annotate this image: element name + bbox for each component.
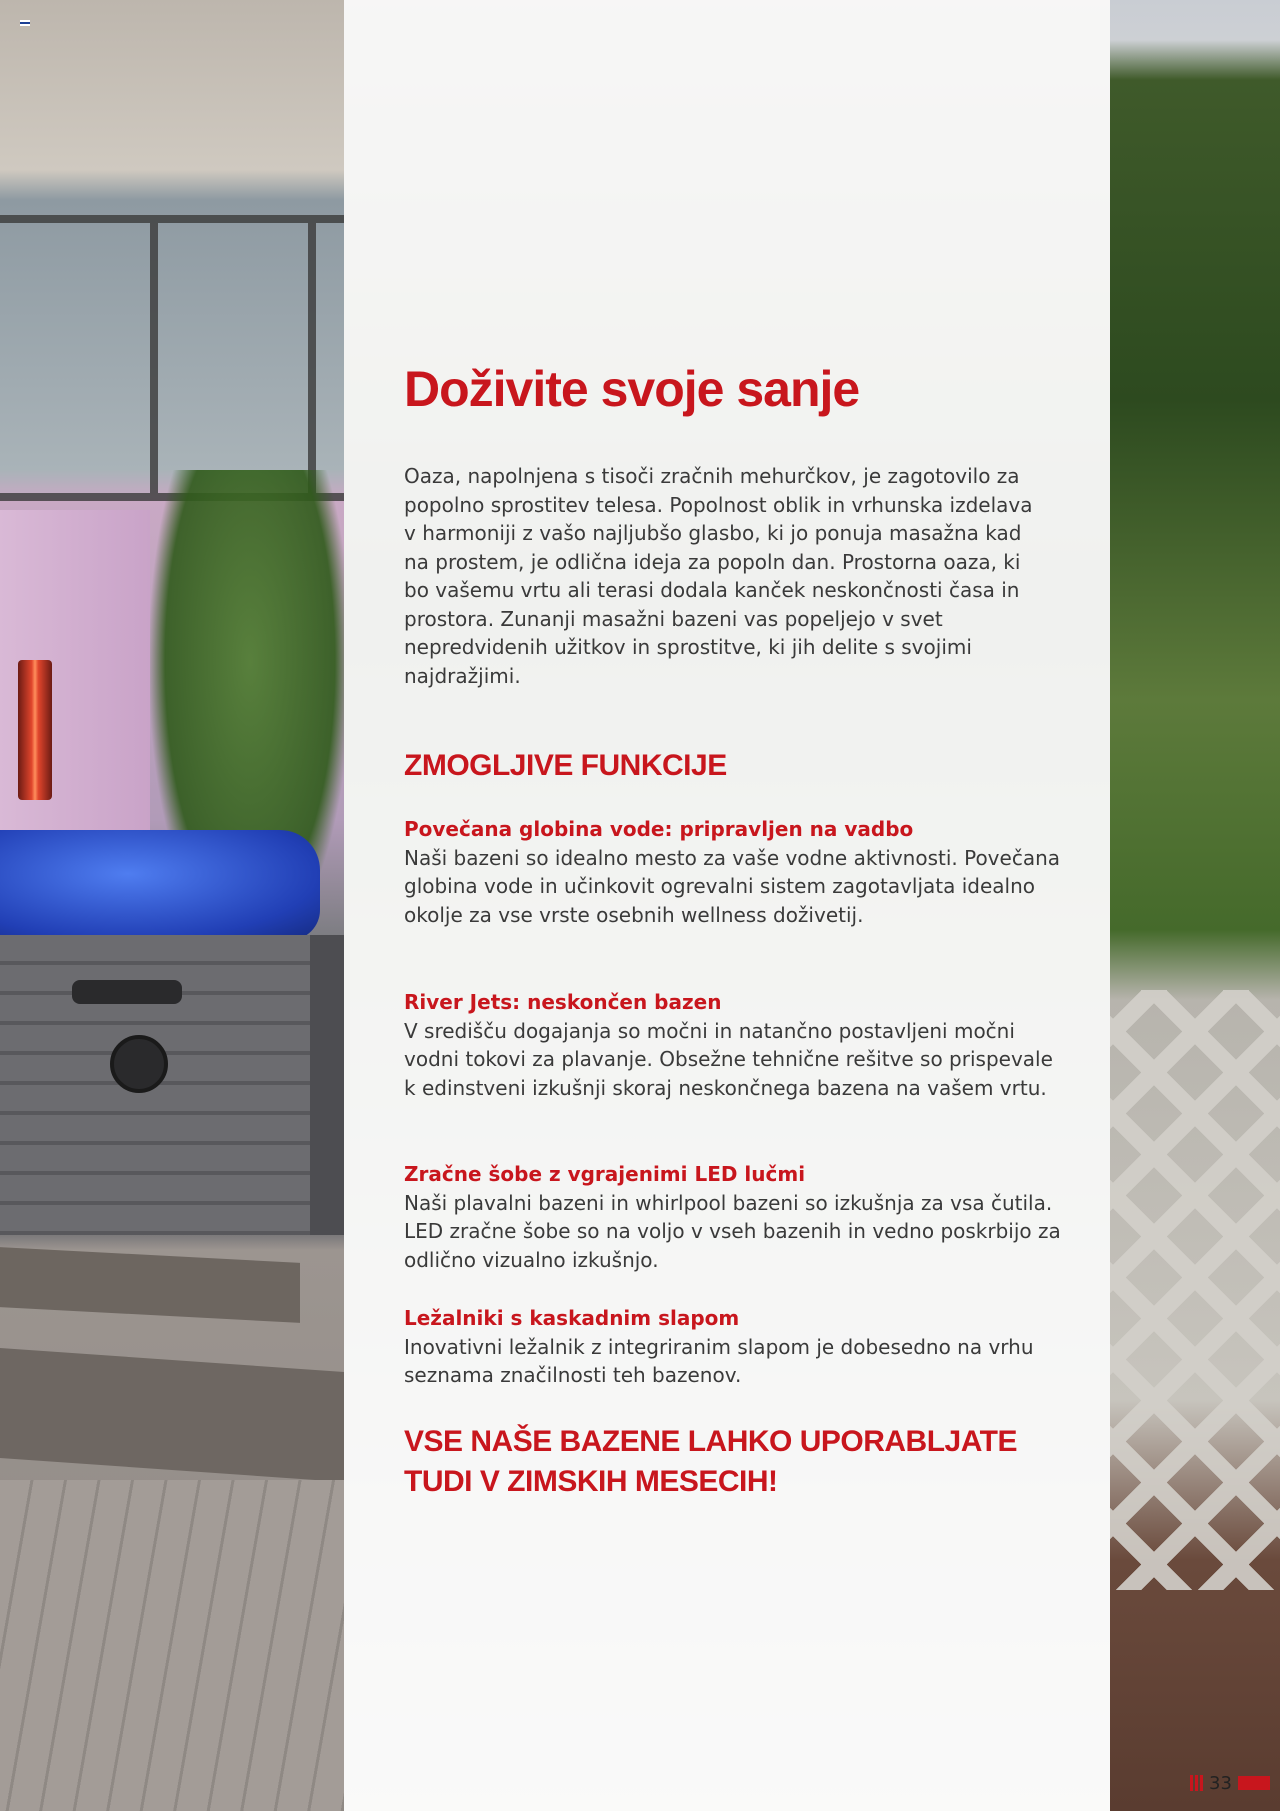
background-hot-tub-panel — [72, 980, 182, 1004]
feature-text: Inovativni ležalnik z integriranim slapom je dobesedno na vrhu seznama značilnosti teh bazenov. — [404, 1334, 1034, 1387]
feature-text: Naši bazeni so idealno mesto za vaše vodne aktivnosti. Povečana globina vode in učinkovit ogrevalni sistem zagotavljata idealno okolje za vse vrste osebnih wellness doživetij. — [404, 845, 1061, 927]
feature-river-jets — [404, 988, 1064, 1102]
background-hot-tub-water — [0, 830, 320, 940]
page-number-bar — [1238, 1776, 1270, 1790]
feature-cascade-lounger — [404, 1304, 1064, 1390]
feature-title: Ležalniki s kaskadnim slapom — [404, 1306, 740, 1330]
page-number-text: 33 — [1209, 1772, 1232, 1794]
page-number — [1190, 1771, 1270, 1795]
background-window — [0, 215, 344, 501]
background-deck — [0, 1480, 344, 1811]
background-railing — [1110, 990, 1280, 1590]
feature-led-air-jets — [404, 1160, 1064, 1274]
feature-text: V središču dogajanja so močni in natančno postavljeni močni vodni tokovi za plavanje. Obsežne tehnične rešitve so prispevale k edinstveni izkušnji skoraj neskončnega bazena na vašem vrtu. — [404, 1018, 1053, 1100]
page-number-marks-icon — [1190, 1775, 1203, 1791]
feature-title: Povečana globina vode: pripravljen na vadbo — [404, 817, 914, 841]
feature-text: Naši plavalni bazeni in whirlpool bazeni so izkušnja za vsa čutila. LED zračne šobe so na voljo v vseh bazenih in vedno poskrbijo za odlično vizualno izkušnjo. — [404, 1190, 1061, 1272]
background-hot-tub-jet — [110, 1035, 168, 1093]
closing-statement: VSE NAŠE BAZENE LAHKO UPORABLJATE TUDI V ZIMSKIH MESECIH! — [404, 1425, 1018, 1498]
feature-title: Zračne šobe z vgrajenimi LED lučmi — [404, 1162, 806, 1186]
section-heading: ZMOGLJIVE FUNKCIJE — [404, 749, 727, 782]
page-title: Doživite svoje sanje — [404, 361, 860, 417]
flag-icon — [20, 20, 30, 26]
feature-title: River Jets: neskončen bazen — [404, 990, 722, 1014]
feature-water-depth — [404, 815, 1064, 929]
intro-paragraph: Oaza, napolnjena s tisoči zračnih mehurčkov, je zagotovilo za popolno sprostitev telesa. Popolnost oblik in vrhunska izdelava v harmoniji z vašo najljubšo glasbo, ki jo ponuja masažna kad na prostem, je odlična ideja za popoln dan. Prostorna oaza, ki bo vašemu vrtu ali terasi dodala kanček neskončnosti časa in prostora. Zunanji masažni bazeni vas popeljejo v svet nepredvidenih užitkov in sprostitve, ki jih delite s svojimi najdražjimi. — [404, 464, 1033, 688]
background-sauna-heater — [18, 660, 52, 800]
